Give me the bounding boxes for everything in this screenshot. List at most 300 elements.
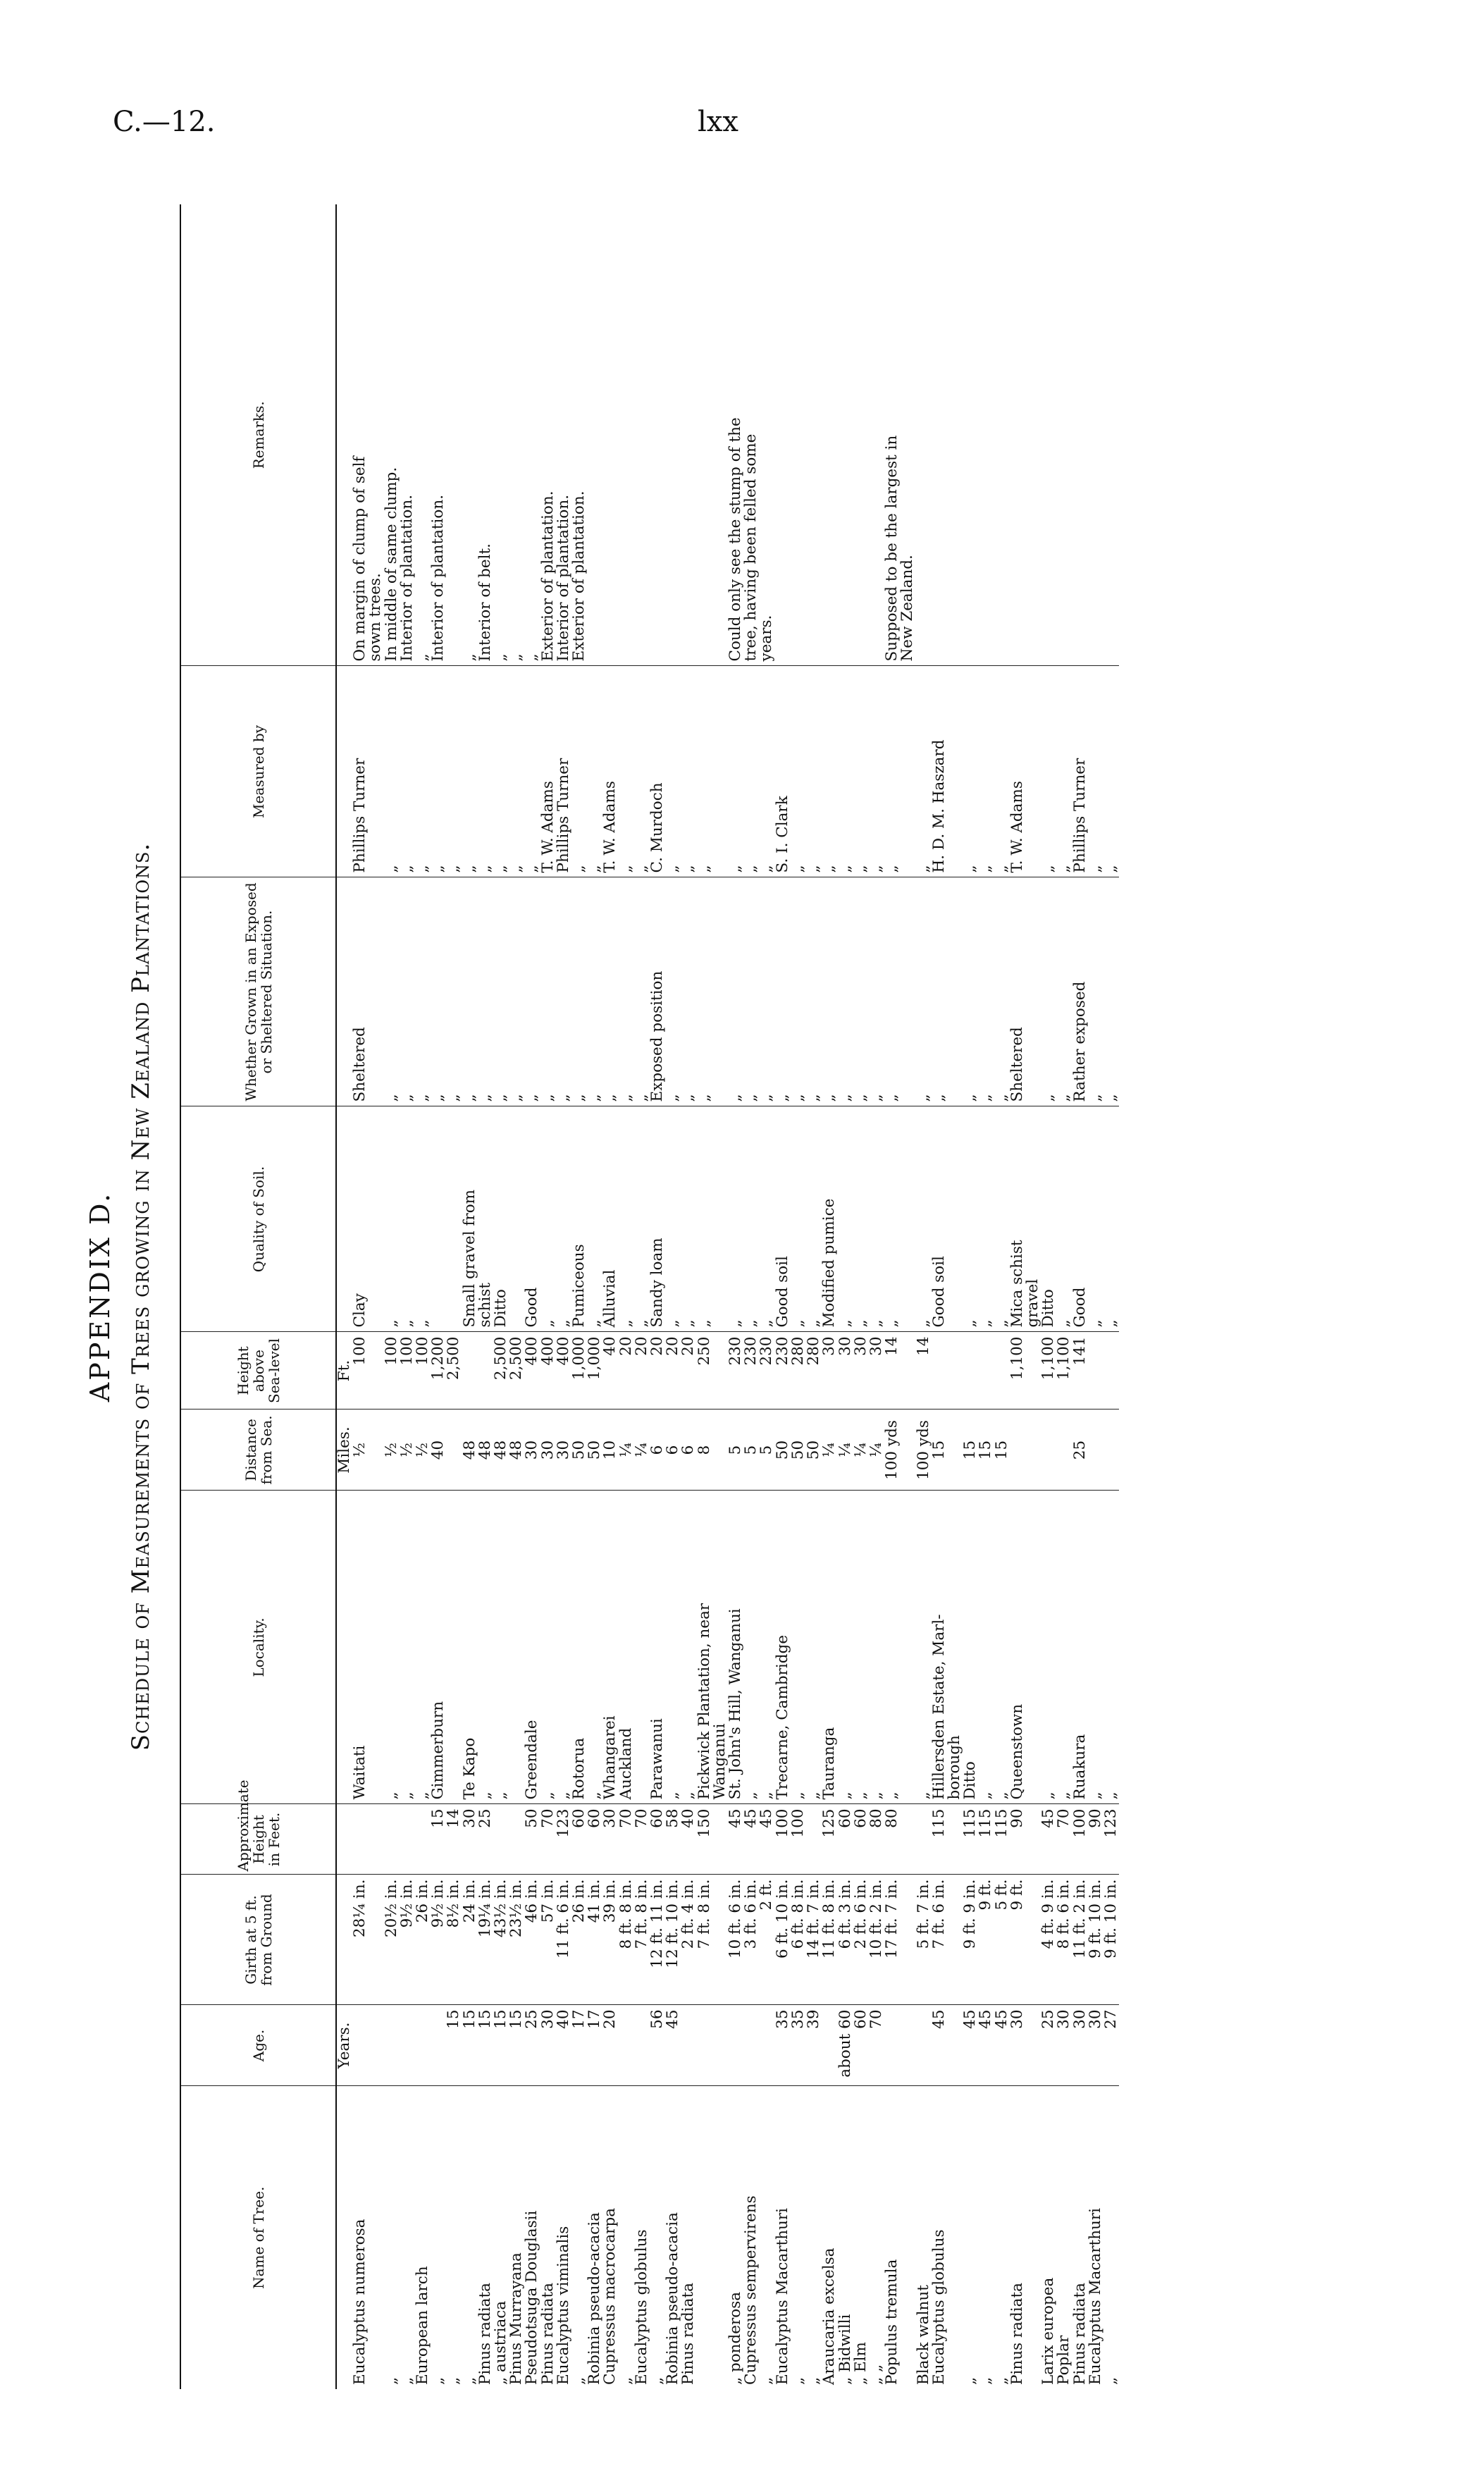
- cell-age: 17: [587, 2005, 602, 2086]
- cell-by: „: [571, 666, 587, 877]
- cell-name: „: [397, 2376, 416, 2385]
- cell-girth: 46 in.: [524, 1875, 540, 2005]
- cell-dist: 15: [963, 1410, 978, 1491]
- cell-sea: 14: [916, 1332, 932, 1410]
- cell-sea: [1088, 1332, 1103, 1410]
- cell-age: [352, 2005, 368, 2086]
- cell-soil: „: [838, 1106, 853, 1332]
- cell-ht: [493, 1804, 509, 1875]
- cell-rem: On margin of clump of self: [352, 204, 368, 666]
- cell-soil: [947, 1106, 963, 1332]
- cell-rem: [650, 204, 665, 666]
- cell-ht: 45: [759, 1804, 774, 1875]
- cell-sit: „: [619, 877, 634, 1106]
- cell-name: „: [758, 2376, 776, 2385]
- cell-loc: borough: [947, 1491, 963, 1804]
- cell-rem: Exterior of plantation.: [571, 204, 587, 666]
- table-row: [1025, 204, 1041, 2389]
- cell-by: [947, 666, 963, 877]
- cell-girth: 9 ft.: [1010, 1875, 1025, 2005]
- cell-name: „: [570, 2376, 588, 2385]
- unit-feet: Ft.: [336, 1332, 352, 1410]
- cell-soil: Small gravel from: [462, 1106, 478, 1332]
- cell-rem: [822, 204, 837, 666]
- cell-rem: [1072, 204, 1088, 666]
- cell-loc: „: [743, 1491, 759, 1804]
- cell-by: „: [462, 666, 478, 877]
- cell-sit: „: [509, 877, 524, 1106]
- cell-girth: 26 in.: [415, 1875, 431, 2005]
- cell-ht: 58: [665, 1804, 681, 1875]
- cell-by: C. Murdoch: [650, 666, 665, 877]
- cell-soil: „: [415, 1106, 431, 1332]
- cell-soil: Ditto: [493, 1106, 509, 1332]
- cell-age: 30: [1010, 2005, 1025, 2086]
- cell-dist: 100 yds: [884, 1410, 900, 1491]
- cell-age: [916, 2005, 932, 2086]
- cell-dist: 50: [806, 1410, 822, 1491]
- cell-dist: [368, 1410, 383, 1491]
- cell-by: „: [759, 666, 774, 877]
- cell-ht: 60: [587, 1804, 602, 1875]
- cell-girth: 6 ft. 8 in.: [791, 1875, 806, 2005]
- cell-by: „: [446, 666, 462, 877]
- cell-dist: [1103, 1410, 1119, 1491]
- cell-girth: 9 ft. 10 in.: [1088, 1875, 1103, 2005]
- cell-rem: Interior of belt.: [478, 204, 493, 666]
- cell-loc: Ruakura: [1072, 1491, 1088, 1804]
- cell-girth: 10 ft. 6 in.: [728, 1875, 743, 2005]
- cell-ht: 80: [884, 1804, 900, 1875]
- cell-ht: [415, 1804, 431, 1875]
- cell-sit: [1025, 877, 1041, 1106]
- cell-dist: 48: [478, 1410, 493, 1491]
- cell-sit: „: [994, 877, 1010, 1106]
- table-row: [806, 204, 822, 2389]
- cell-ht: 115: [978, 1804, 994, 1875]
- cell-age: [1025, 2005, 1041, 2086]
- cell-girth: 8 ft. 8 in.: [619, 1875, 634, 2005]
- cell-rem: [1025, 204, 1041, 666]
- cell-name: „: [805, 2376, 823, 2385]
- cell-sea: [1103, 1332, 1119, 1410]
- cell-girth: 12 ft. 10 in.: [665, 1875, 681, 2005]
- cell-name: European larch: [414, 2266, 432, 2385]
- cell-soil: Ditto: [1041, 1106, 1056, 1332]
- cell-name: Araucaria excelsa: [820, 2247, 839, 2385]
- cell-sea: [462, 1332, 478, 1410]
- cell-girth: 41 in.: [587, 1875, 602, 2005]
- report-code: C.—12.: [113, 106, 216, 138]
- cell-loc: „: [806, 1491, 822, 1804]
- cell-sea: 400: [524, 1332, 540, 1410]
- cell-name: „: [445, 2376, 463, 2385]
- cell-sea: 20: [634, 1332, 650, 1410]
- cell-ht: 70: [634, 1804, 650, 1875]
- cell-age: [947, 2005, 963, 2086]
- cell-rem: In middle of same clump.: [384, 204, 400, 666]
- table-row: [994, 204, 1010, 2389]
- table-row: [978, 204, 994, 2389]
- cell-girth: 9½ in.: [431, 1875, 446, 2005]
- cell-rem: [947, 204, 963, 666]
- cell-by: „: [619, 666, 634, 877]
- cell-age: 15: [446, 2005, 462, 2086]
- cell-rem: tree, having been felled some: [743, 204, 759, 666]
- cell-soil: „: [728, 1106, 743, 1332]
- cell-loc: „: [1088, 1491, 1103, 1804]
- cell-soil: „: [1056, 1106, 1072, 1332]
- cell-soil: „: [884, 1106, 900, 1332]
- cell-by: „: [1056, 666, 1072, 877]
- table-row: [791, 204, 806, 2389]
- cell-girth: 8 ft. 6 in.: [1056, 1875, 1072, 2005]
- cell-girth: 9½ in.: [400, 1875, 415, 2005]
- cell-by: „: [697, 666, 712, 877]
- col-measured-by: Measured by: [180, 666, 336, 877]
- cell-sea: 100: [415, 1332, 431, 1410]
- cell-dist: 15: [932, 1410, 947, 1491]
- cell-girth: 9 ft.: [978, 1875, 994, 2005]
- cell-girth: 43½ in.: [493, 1875, 509, 2005]
- cell-name: Pseudotsuga Douglasii: [523, 2210, 541, 2385]
- cell-loc: „: [1103, 1491, 1119, 1804]
- cell-rem: Exterior of plantation.: [540, 204, 556, 666]
- cell-dist: 25: [1072, 1410, 1088, 1491]
- cell-sea: 2,500: [493, 1332, 509, 1410]
- cell-girth: [712, 1875, 728, 2005]
- cell-sit: „: [400, 877, 415, 1106]
- cell-dist: [947, 1410, 963, 1491]
- cell-age: 56: [650, 2005, 665, 2086]
- table-row: [947, 204, 963, 2389]
- cell-sit: „: [791, 877, 806, 1106]
- cell-soil: Mica schist: [1010, 1106, 1025, 1332]
- cell-rem: Interior of plantation.: [400, 204, 415, 666]
- cell-loc: Pickwick Plantation, near: [697, 1491, 712, 1804]
- cell-soil: Pumiceous: [571, 1106, 587, 1332]
- table-row: [916, 204, 932, 2389]
- cell-dist: 48: [509, 1410, 524, 1491]
- cell-age: [384, 2005, 400, 2086]
- table-row: [446, 204, 462, 2389]
- cell-sit: „: [869, 877, 884, 1106]
- cell-age: [400, 2005, 415, 2086]
- cell-ht: [368, 1804, 383, 1875]
- cell-by: „: [478, 666, 493, 877]
- table-row: [634, 204, 650, 2389]
- cell-sit: „: [556, 877, 571, 1106]
- cell-age: 45: [665, 2005, 681, 2086]
- cell-name: Pinus radiata: [476, 2283, 494, 2385]
- cell-by: „: [916, 666, 932, 877]
- cell-age: [681, 2005, 696, 2086]
- cell-sit: [712, 877, 728, 1106]
- cell-loc: „: [1056, 1491, 1072, 1804]
- unit-years: Years.: [336, 2005, 352, 2086]
- cell-name: „: [789, 2376, 807, 2385]
- cell-sit: „: [743, 877, 759, 1106]
- cell-ht: [900, 1804, 915, 1875]
- cell-by: „: [963, 666, 978, 877]
- cell-soil: „: [556, 1106, 571, 1332]
- table-row: [681, 204, 696, 2389]
- cell-girth: 17 ft. 7 in.: [884, 1875, 900, 2005]
- col-locality: Locality.: [180, 1491, 336, 1804]
- cell-dist: [1056, 1410, 1072, 1491]
- cell-sea: [963, 1332, 978, 1410]
- cell-rem: „: [524, 204, 540, 666]
- cell-name: „ Elm: [851, 2342, 870, 2385]
- cell-loc: Waitati: [352, 1491, 368, 1804]
- cell-dist: 40: [431, 1410, 446, 1491]
- cell-rem: [1041, 204, 1056, 666]
- cell-ht: 30: [462, 1804, 478, 1875]
- cell-age: 17: [571, 2005, 587, 2086]
- table-row: [352, 204, 368, 2389]
- cell-ht: [806, 1804, 822, 1875]
- cell-girth: 57 in.: [540, 1875, 556, 2005]
- cell-name: Eucalyptus globulus: [929, 2229, 948, 2385]
- cell-by: „: [400, 666, 415, 877]
- cell-ht: 60: [650, 1804, 665, 1875]
- cell-sit: „: [853, 877, 869, 1106]
- cell-age: [884, 2005, 900, 2086]
- cell-loc: Tauranga: [822, 1491, 837, 1804]
- cell-loc: Auckland: [619, 1491, 634, 1804]
- cell-age: [743, 2005, 759, 2086]
- cell-by: „: [524, 666, 540, 877]
- cell-by: „: [431, 666, 446, 877]
- cell-dist: 30: [524, 1410, 540, 1491]
- cell-rem: [853, 204, 869, 666]
- cell-soil: [446, 1106, 462, 1332]
- cell-soil: [509, 1106, 524, 1332]
- cell-girth: 14 ft. 7 in.: [806, 1875, 822, 2005]
- cell-ht: [352, 1804, 368, 1875]
- cell-dist: 6: [665, 1410, 681, 1491]
- cell-by: „: [1041, 666, 1056, 877]
- cell-name: „: [961, 2376, 979, 2385]
- cell-name: „ austriaca: [492, 2300, 510, 2385]
- cell-girth: 5 ft.: [994, 1875, 1010, 2005]
- cell-by: „: [1103, 666, 1119, 877]
- cell-sea: [478, 1332, 493, 1410]
- table-row: [540, 204, 556, 2389]
- cell-by: „: [822, 666, 837, 877]
- cell-sea: 30: [869, 1332, 884, 1410]
- cell-sit: „: [806, 877, 822, 1106]
- cell-by: „: [634, 666, 650, 877]
- cell-ht: 100: [791, 1804, 806, 1875]
- cell-by: [900, 666, 915, 877]
- cell-age: 40: [556, 2005, 571, 2086]
- table-row: [1010, 204, 1025, 2389]
- cell-loc: Hillersden Estate, Marl-: [932, 1491, 947, 1804]
- cell-age: 45: [932, 2005, 947, 2086]
- cell-by: „: [743, 666, 759, 877]
- cell-name: Robinia pseudo-acacia: [586, 2212, 604, 2385]
- cell-soil: „: [978, 1106, 994, 1332]
- cell-dist: 50: [571, 1410, 587, 1491]
- cell-sea: [932, 1332, 947, 1410]
- cell-name: Eucalyptus globulus: [632, 2229, 650, 2385]
- cell-age: about 60: [838, 2005, 853, 2086]
- cell-by: „: [838, 666, 853, 877]
- cell-sea: [368, 1332, 383, 1410]
- cell-age: 25: [524, 2005, 540, 2086]
- cell-by: Phillips Turner: [556, 666, 571, 877]
- cell-sea: 280: [791, 1332, 806, 1410]
- cell-rem: [712, 204, 728, 666]
- cell-ht: 123: [556, 1804, 571, 1875]
- cell-ht: 115: [994, 1804, 1010, 1875]
- cell-loc: „: [540, 1491, 556, 1804]
- cell-age: 15: [462, 2005, 478, 2086]
- table-row: [759, 204, 774, 2389]
- cell-name: Cupressus sempervirens: [742, 2195, 760, 2385]
- cell-ht: 15: [431, 1804, 446, 1875]
- cell-name: [900, 2086, 915, 2389]
- cell-sit: [947, 877, 963, 1106]
- cell-loc: St. John's Hill, Wanganui: [728, 1491, 743, 1804]
- table-row: [602, 204, 618, 2389]
- cell-name: Populus tremula: [883, 2259, 901, 2385]
- cell-rem: sown trees.: [368, 204, 383, 666]
- col-remarks: Remarks.: [180, 204, 336, 666]
- cell-dist: ½: [384, 1410, 400, 1491]
- cell-rem: Interior of plantation.: [431, 204, 446, 666]
- cell-sea: 30: [853, 1332, 869, 1410]
- cell-dist: 5: [759, 1410, 774, 1491]
- cell-ht: 125: [822, 1804, 837, 1875]
- cell-name: Pinus radiata: [1070, 2283, 1089, 2385]
- cell-loc: „: [759, 1491, 774, 1804]
- cell-by: „: [791, 666, 806, 877]
- cell-loc: „: [478, 1491, 493, 1804]
- cell-loc: [509, 1491, 524, 1804]
- cell-rem: „: [462, 204, 478, 666]
- cell-sea: 30: [838, 1332, 853, 1410]
- cell-ht: 123: [1103, 1804, 1119, 1875]
- cell-loc: Te Kapo: [462, 1491, 478, 1804]
- cell-ht: 100: [775, 1804, 791, 1875]
- table-row: [509, 204, 524, 2389]
- cell-by: [712, 666, 728, 877]
- cell-sea: [712, 1332, 728, 1410]
- cell-ht: 60: [853, 1804, 869, 1875]
- cell-dist: 10: [602, 1410, 618, 1491]
- table-row: [493, 204, 509, 2389]
- cell-by: „: [493, 666, 509, 877]
- cell-ht: 45: [728, 1804, 743, 1875]
- cell-loc: „: [978, 1491, 994, 1804]
- cell-loc: Queenstown: [1010, 1491, 1025, 1804]
- cell-rem: [587, 204, 602, 666]
- cell-loc: [1025, 1491, 1041, 1804]
- cell-age: [634, 2005, 650, 2086]
- col-soil: Quality of Soil.: [180, 1106, 336, 1332]
- cell-rem: years.: [759, 204, 774, 666]
- cell-loc: „: [884, 1491, 900, 1804]
- cell-rem: [446, 204, 462, 666]
- cell-sit: „: [822, 877, 837, 1106]
- cell-girth: 12 ft. 11 in.: [650, 1875, 665, 2005]
- cell-loc: „: [869, 1491, 884, 1804]
- cell-rem: [681, 204, 696, 666]
- cell-dist: 48: [462, 1410, 478, 1491]
- cell-sea: 400: [540, 1332, 556, 1410]
- cell-sea: 14: [884, 1332, 900, 1410]
- cell-soil: „: [697, 1106, 712, 1332]
- cell-dist: 15: [978, 1410, 994, 1491]
- cell-sit: „: [759, 877, 774, 1106]
- cell-sea: 20: [650, 1332, 665, 1410]
- cell-rem: „: [415, 204, 431, 666]
- table-row: [822, 204, 837, 2389]
- cell-name: [697, 2086, 712, 2389]
- cell-dist: [1010, 1410, 1025, 1491]
- cell-name: „: [429, 2376, 447, 2385]
- cell-sit: „: [838, 877, 853, 1106]
- cell-rem: New Zealand.: [900, 204, 915, 666]
- cell-sea: 280: [806, 1332, 822, 1410]
- cell-age: [712, 2005, 728, 2086]
- cell-loc: „: [1041, 1491, 1056, 1804]
- cell-name: Pinus radiata: [538, 2283, 557, 2385]
- cell-rem: Interior of plantation.: [556, 204, 571, 666]
- cell-soil: [712, 1106, 728, 1332]
- table-row: [775, 204, 791, 2389]
- cell-name: Cupressus macrocarpa: [601, 2207, 619, 2385]
- cell-sit: „: [884, 877, 900, 1106]
- cell-girth: 23½ in.: [509, 1875, 524, 2005]
- cell-soil: „: [916, 1106, 932, 1332]
- cell-loc: „: [994, 1491, 1010, 1804]
- cell-sea: [900, 1332, 915, 1410]
- cell-name: Eucalyptus numerosa: [351, 2219, 369, 2385]
- cell-sit: [900, 877, 915, 1106]
- cell-girth: 2 ft.: [759, 1875, 774, 2005]
- cell-soil: „: [634, 1106, 650, 1332]
- cell-soil: Clay: [352, 1106, 368, 1332]
- cell-rem: [916, 204, 932, 666]
- cell-girth: 10 ft. 2 in.: [869, 1875, 884, 2005]
- cell-sea: 1,100: [1041, 1332, 1056, 1410]
- table-row: [1072, 204, 1088, 2389]
- cell-sit: [368, 877, 383, 1106]
- cell-dist: [1025, 1410, 1041, 1491]
- cell-sit: „: [415, 877, 431, 1106]
- cell-name: „: [977, 2376, 995, 2385]
- col-situation: Whether Grown in an Exposed or Sheltered Situation.: [180, 877, 336, 1106]
- cell-sea: 250: [697, 1332, 712, 1410]
- cell-girth: [368, 1875, 383, 2005]
- cell-loc: „: [493, 1491, 509, 1804]
- cell-girth: 11 ft. 6 in.: [556, 1875, 571, 2005]
- cell-rem: [1056, 204, 1072, 666]
- cell-sea: [947, 1332, 963, 1410]
- cell-ht: 50: [524, 1804, 540, 1875]
- cell-dist: [900, 1410, 915, 1491]
- cell-rem: [1010, 204, 1025, 666]
- cell-rem: [869, 204, 884, 666]
- cell-by: T. W. Adams: [540, 666, 556, 877]
- cell-soil: „: [619, 1106, 634, 1332]
- cell-soil: Sandy loam: [650, 1106, 665, 1332]
- table-row: [697, 204, 712, 2389]
- cell-age: 15: [493, 2005, 509, 2086]
